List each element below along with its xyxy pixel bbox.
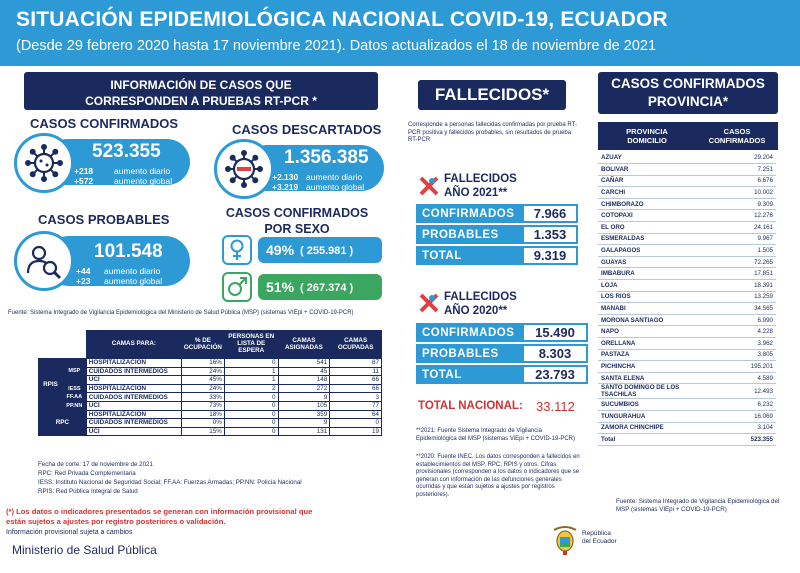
fallecidos-value: 23.793 [522, 365, 588, 384]
camas-value: 66 [330, 384, 382, 393]
camas-col-header: PERSONAS EN LISTA DE ESPERA [224, 331, 278, 359]
province-cases: 3.104 [710, 422, 776, 434]
province-name: ZAMORA CHINCHIPE [598, 422, 710, 434]
camas-row [39, 359, 382, 368]
female-count: ( 255.981 ) [300, 245, 354, 257]
descartados-title: CASOS DESCARTADOS [232, 122, 382, 137]
provincias-col2-line2: CONFIRMADOS [708, 136, 766, 146]
province-cases: 523.355 [710, 434, 776, 446]
camas-type: HOSPITALIZACIÓN [86, 384, 181, 393]
province-name: COTOPAXI [598, 210, 710, 222]
province-row [598, 210, 776, 222]
male-count: ( 267.374 ) [300, 282, 354, 294]
camas-value: 1 [224, 376, 278, 385]
camas-row [39, 393, 382, 402]
province-cases: 12.276 [710, 210, 776, 222]
province-row [598, 349, 776, 361]
camas-value: 0 [224, 410, 278, 419]
camas-value: 0 [330, 419, 382, 428]
province-row [598, 361, 776, 373]
descartados-daily-label: aumento diario [306, 172, 363, 182]
camas-value: 148 [278, 376, 330, 385]
female-icon [227, 239, 247, 261]
province-row [598, 314, 776, 326]
camas-col-header: CAMAS OCUPADAS [330, 331, 382, 359]
camas-value: 3 [330, 393, 382, 402]
province-row [598, 384, 776, 399]
camas-type: UCI [86, 427, 181, 436]
virus-icon [14, 133, 74, 193]
camas-table-wrap [38, 330, 382, 436]
province-name: MANABI [598, 303, 710, 315]
fallecidos-label: PROBABLES [416, 225, 522, 244]
provincias-col1 [598, 122, 696, 150]
camas-value: 66 [330, 376, 382, 385]
camas-row [39, 401, 382, 410]
province-row [598, 187, 776, 199]
province-row [598, 268, 776, 280]
camas-note: RPIS: Red Pública Integral de Salud [38, 487, 138, 495]
camas-value: 0 [224, 419, 278, 428]
confirmados-global-label: aumento global [114, 176, 173, 186]
page-title: SITUACIÓN EPIDEMIOLÓGICA NACIONAL COVID-19, ECUADOR [16, 8, 668, 31]
province-name: CAÑAR [598, 175, 710, 187]
province-name: PICHINCHA [598, 361, 710, 373]
male-icon [226, 276, 248, 298]
probables-daily-inc: +44 [76, 266, 91, 276]
disclaimer [6, 507, 312, 528]
total-nacional-value: 33.112 [536, 399, 575, 414]
provincias-title-line2: PROVINCIA* [647, 93, 729, 109]
province-row [598, 326, 776, 338]
camas-table [38, 330, 382, 436]
camas-note: RPC: Red Privada Complementaria [38, 469, 136, 477]
sexo-title-line2: POR SEXO [264, 222, 330, 237]
province-cases: 4.228 [710, 326, 776, 338]
province-name: IMBABURA [598, 268, 710, 280]
camas-value: 19 [330, 427, 382, 436]
province-row [598, 291, 776, 303]
fallecidos-2021-line1: FALLECIDOS [444, 173, 517, 185]
virus-cancel-icon [214, 139, 274, 199]
camas-col-header: CAMAS ASIGNADAS [278, 331, 330, 359]
camas-value: 24% [181, 367, 224, 376]
fallecidos-value: 9.319 [522, 246, 578, 265]
fallecidos-2021-line2: AÑO 2021** [444, 186, 508, 199]
province-row [598, 245, 776, 257]
province-cases: 1.505 [710, 245, 776, 257]
fallecidos-2020-line1: FALLECIDOS [444, 291, 517, 303]
fallecidos-label: TOTAL [416, 365, 522, 384]
total-nacional-label: TOTAL NACIONAL: [418, 400, 523, 412]
province-cases: 195.201 [710, 361, 776, 373]
fallecidos-value: 7.966 [522, 204, 578, 223]
rpis-label: RPIS [39, 359, 63, 411]
probables-global-inc: +23 [76, 276, 91, 286]
camas-value: 16% [181, 359, 224, 368]
fallecidos-label: PROBABLES [416, 344, 522, 363]
camas-notes [38, 461, 302, 497]
descartados-global-label: aumento global [306, 182, 365, 192]
female-pct: 49% [266, 242, 295, 258]
x-icon-2021 [418, 175, 440, 202]
province-row [598, 372, 776, 384]
confirmados-title: CASOS CONFIRMADOS [30, 116, 179, 131]
probables-title: CASOS PROBABLES [38, 212, 170, 227]
province-row [598, 164, 776, 176]
province-row [598, 222, 776, 234]
province-cases: 13.259 [710, 291, 776, 303]
province-row [598, 280, 776, 292]
province-name: ORELLANA [598, 338, 710, 350]
probables-global-label: aumento global [104, 276, 163, 286]
ministerio-label: Ministerio de Salud Pública [12, 543, 157, 557]
provincias-col2-line1: CASOS [723, 127, 751, 136]
fallecidos-2021-title [444, 173, 517, 201]
province-name: SANTA ELENA [598, 372, 710, 384]
institution-label: FF.AA [62, 393, 86, 402]
province-cases: 18.391 [710, 280, 776, 292]
province-cases: 16.069 [710, 410, 776, 422]
camas-value: 2 [224, 384, 278, 393]
camas-value: 272 [278, 384, 330, 393]
male-icon-box [222, 272, 252, 302]
province-cases: 24.161 [710, 222, 776, 234]
camas-value: 1 [224, 367, 278, 376]
province-row [598, 152, 776, 164]
confirmados-total: 523.355 [92, 141, 161, 162]
camas-value: 45% [181, 376, 224, 385]
sexo-title [222, 205, 372, 238]
province-cases: 72.265 [710, 256, 776, 268]
pcr-info-box [24, 72, 378, 110]
province-name: AZUAY [598, 152, 710, 164]
provincias-table-wrap [598, 152, 776, 446]
camas-value: 105 [278, 401, 330, 410]
province-row [598, 422, 776, 434]
descartados-global-inc: +3.219 [272, 182, 299, 192]
camas-type: UCI [86, 401, 181, 410]
provincias-col1-line2: DOMICILIO [627, 136, 667, 146]
camas-value: 0 [224, 359, 278, 368]
camas-row [39, 419, 382, 428]
province-name: ESMERALDAS [598, 233, 710, 245]
camas-type: CUIDADOS INTERMEDIOS [86, 419, 181, 428]
province-cases: 3.962 [710, 338, 776, 350]
person-search-icon [14, 231, 74, 291]
camas-value: 45 [278, 367, 330, 376]
fallecidos-row [416, 344, 588, 363]
province-name: CARCHI [598, 187, 710, 199]
camas-row [39, 410, 382, 419]
province-cases: 29.204 [710, 152, 776, 164]
province-name: GALAPAGOS [598, 245, 710, 257]
provincias-col2 [696, 122, 778, 150]
province-cases: 3.805 [710, 349, 776, 361]
camas-row [39, 384, 382, 393]
camas-value: 0 [224, 393, 278, 402]
camas-value: 64 [330, 410, 382, 419]
province-row [598, 434, 776, 446]
camas-value: 0% [181, 419, 224, 428]
province-cases: 6.990 [710, 314, 776, 326]
provincias-title-box [598, 72, 778, 114]
province-name: MORONA SANTIAGO [598, 314, 710, 326]
provincias-source: Fuente: Sistema Integrado de Vigilancia Epidemiológica del MSP (sistemas VIEpi + COVID-19-PCR) [616, 498, 780, 513]
descartados-total: 1.356.385 [284, 147, 369, 168]
provincias-table [598, 152, 776, 446]
camas-type: CUIDADOS INTERMEDIOS [86, 393, 181, 402]
sexo-title-line1: CASOS CONFIRMADOS [225, 206, 369, 220]
camas-note: Fecha de corte: 17 de noviembre de 2021 [38, 461, 153, 468]
camas-value: 9 [278, 393, 330, 402]
province-cases: 4.589 [710, 372, 776, 384]
pcr-info-title: INFORMACIÓN DE CASOS QUE CORRESPONDEN A PRUEBAS RT-PCR * [85, 78, 317, 109]
province-cases: 9.309 [710, 198, 776, 210]
province-name: SANTO DOMINGO DE LOS TSACHILAS [598, 384, 710, 399]
province-row [598, 256, 776, 268]
camas-value: 11 [330, 367, 382, 376]
province-cases: 6.232 [710, 399, 776, 411]
camas-row [39, 427, 382, 436]
disclaimer-note: Información provisional sujeta a cambios [6, 529, 133, 536]
provincias-title-line1: CASOS CONFIRMADOS [611, 76, 765, 91]
province-row [598, 175, 776, 187]
fallecidos-2020-title [444, 291, 517, 319]
province-row [598, 303, 776, 315]
fallecidos-2020-table [416, 323, 588, 386]
confirmados-daily-inc: +218 [74, 166, 94, 176]
camas-value: 131 [278, 427, 330, 436]
province-name: LOS RIOS [598, 291, 710, 303]
provincias-col1-line1: PROVINCIA [626, 127, 668, 136]
descartados-daily-inc: +2.130 [272, 172, 299, 182]
fallecidos-source-2020: **2020: Fuente INEC. Los datos corresponden a fallecidos en establecimientos del MSP, RPC, RPIS y otros. Cifras provisionales (corresponden a los datos o indicadores que se generan con información de las defunciones generales ocurridas y que están sujetos a ajustes por registros posteriores). [416, 454, 580, 498]
fallecidos-row [416, 204, 578, 223]
fallecidos-title: FALLECIDOS* [434, 85, 550, 104]
camas-header-row [39, 331, 382, 359]
camas-col-header: CAMAS PARA: [86, 331, 181, 359]
fallecidos-title-box [418, 80, 566, 110]
fallecidos-source-2021: **2021: Fuente Sistema Integrado de Vigilancia Epidemiológica del MSP (sistemas ViEpi + COVID-19-PCR) [416, 428, 576, 442]
provincias-header [598, 122, 778, 150]
camas-note: IESS: Instituto Nacional de Seguridad Social; FF.AA: Fuerzas Armadas; PP.NN: Policía Nacional [38, 478, 302, 486]
province-name: CHIMBORAZO [598, 198, 710, 210]
camas-type: CUIDADOS INTERMEDIOS [86, 367, 181, 376]
confirmados-daily-label: aumento diario [114, 166, 171, 176]
institution-label: PP.NN [62, 401, 86, 410]
logo-text [582, 530, 617, 547]
institution-label: MSP [62, 359, 86, 385]
camas-value: 87 [330, 359, 382, 368]
province-name: SUCUMBIOS [598, 399, 710, 411]
logo-text-line1: República [582, 530, 611, 537]
camas-col-header: % DE OCUPACIÓN [181, 331, 224, 359]
camas-value: 18% [181, 410, 224, 419]
camas-value: 77 [330, 401, 382, 410]
camas-value: 24% [181, 384, 224, 393]
fallecidos-row [416, 246, 578, 265]
rpc-label: RPC [39, 410, 87, 436]
probables-daily-label: aumento diario [104, 266, 161, 276]
province-name: Total [598, 434, 710, 446]
disclaimer-line2: están sujetos a ajustes por registro posteriores o validación. [6, 517, 226, 527]
province-cases: 7.251 [710, 164, 776, 176]
camas-value: 0 [224, 427, 278, 436]
province-cases: 10.002 [710, 187, 776, 199]
fallecidos-row [416, 225, 578, 244]
logo-text-line2: del Ecuador [582, 538, 617, 546]
province-cases: 12.493 [710, 384, 776, 399]
province-cases: 17.851 [710, 268, 776, 280]
camas-row [39, 367, 382, 376]
fallecidos-row [416, 323, 588, 342]
province-name: BOLIVAR [598, 164, 710, 176]
camas-type: HOSPITALIZACIÓN [86, 410, 181, 419]
camas-value: 359 [278, 410, 330, 419]
province-row [598, 233, 776, 245]
province-name: GUAYAS [598, 256, 710, 268]
province-name: PASTAZA [598, 349, 710, 361]
camas-value: 9 [278, 419, 330, 428]
probables-total: 101.548 [94, 241, 163, 262]
camas-type: HOSPITALIZACIÓN [86, 359, 181, 368]
fallecidos-row [416, 365, 588, 384]
female-icon-box [222, 235, 252, 265]
confirmados-global-inc: +572 [74, 176, 94, 186]
camas-value: 541 [278, 359, 330, 368]
fallecidos-2021-table [416, 204, 578, 267]
disclaimer-line1: (*) Los datos o indicadores presentados se generan con información provisional que [6, 507, 313, 516]
province-cases: 6.676 [710, 175, 776, 187]
fallecidos-label: CONFIRMADOS [416, 204, 522, 223]
fallecidos-value: 8.303 [522, 344, 588, 363]
fallecidos-note: Corresponde a personas fallecidas confirmadas por prueba RT-PCR positiva y fallecidos probables, sin resultados de prueba RT-PCR [408, 122, 577, 143]
province-row [598, 410, 776, 422]
fuente-left: Fuente: Sistema Integrado de Vigilancia Epidemiológica del Ministerio de Salud Pública (MSP) (sistemas VIEpi + COVID-19-PCR) [8, 310, 354, 316]
province-row [598, 399, 776, 411]
camas-value: 0 [224, 401, 278, 410]
camas-type: UCI [86, 376, 181, 385]
camas-value: 15% [181, 427, 224, 436]
province-name: LOJA [598, 280, 710, 292]
province-cases: 9.967 [710, 233, 776, 245]
fallecidos-label: TOTAL [416, 246, 522, 265]
x-icon-2020 [418, 292, 440, 319]
page-subtitle: (Desde 29 febrero 2020 hasta 17 noviembre 2021). Datos actualizados el 18 de noviembre de 2021 [16, 38, 657, 54]
camas-value: 73% [181, 401, 224, 410]
fallecidos-label: CONFIRMADOS [416, 323, 522, 342]
province-row [598, 198, 776, 210]
province-name: TUNGURAHUA [598, 410, 710, 422]
fallecidos-2020-line2: AÑO 2020** [444, 304, 508, 317]
male-pct: 51% [266, 279, 295, 295]
camas-row [39, 376, 382, 385]
province-row [598, 338, 776, 350]
ecuador-coat-of-arms [552, 524, 578, 561]
institution-label: IESS [62, 384, 86, 393]
province-name: NAPO [598, 326, 710, 338]
camas-value: 33% [181, 393, 224, 402]
province-cases: 34.565 [710, 303, 776, 315]
province-name: EL ORO [598, 222, 710, 234]
fallecidos-value: 15.490 [522, 323, 588, 342]
fallecidos-value: 1.353 [522, 225, 578, 244]
